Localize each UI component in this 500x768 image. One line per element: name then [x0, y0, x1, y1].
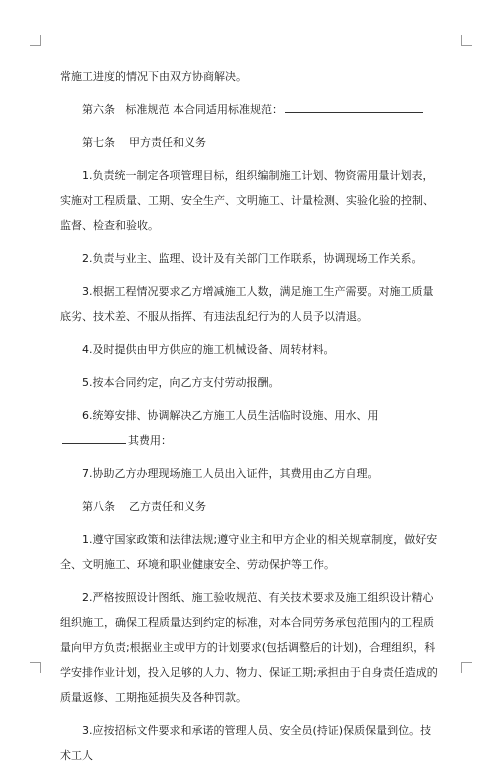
document-page [60, 64, 440, 768]
clause-a6 [60, 403, 440, 453]
clause-a5: 5.按本合同约定，向乙方支付劳动报酬。 [82, 376, 280, 389]
clause-a6-tail: 其费用： [128, 434, 172, 447]
clause-a2: 2.负责与业主、监理、设计及有关部门工作联系，协调现场工作关系。 [82, 252, 423, 265]
paragraph-continuation: 常施工进度的情况下由双方协商解决。 [60, 70, 247, 83]
article-7-heading [60, 130, 440, 155]
clause-a3: 3.根据工程情况要求乙方增减施工人数，满足施工生产需要。对施工质量底劣、技术差、不服从指挥、有违法乱纪行为的人员予以清退。 [60, 285, 434, 323]
crop-mark-top-right [461, 35, 472, 46]
article-7-title: 甲方责任和义务 [129, 136, 206, 149]
clause-a7: 7.协助乙方办理现场施工人员出入证件，其费用由乙方自理。 [82, 467, 379, 480]
article-6 [60, 97, 440, 122]
crop-mark-bottom-right [461, 662, 472, 673]
clause-a6-text: 6.统筹安排、协调解决乙方施工人员生活临时设施、用水、用 [82, 409, 379, 422]
clause-b1: 1.遵守国家政策和法律法规;遵守业主和甲方企业的相关规章制度，做好安全、文明施工、环境和职业健康安全、劳动保护等工作。 [60, 533, 438, 571]
clause-b2: 2.严格按照设计图纸、施工验收规范、有关技术要求及施工组织设计精心组织施工，确保工程质量达到约定的标准，对本合同劳务承包范围内的工程质量向甲方负责;根据业主或甲方的计划要求(包括调整后的计划)，合理组织，科学安排作业计划，投入足够的人力、物力、保证工期;承担由于自身责任造成的质量返修、工期拖延损失及各种罚款。 [60, 591, 438, 704]
article-8-title: 乙方责任和义务 [129, 500, 206, 513]
crop-mark-bottom-left [30, 662, 41, 673]
crop-mark-top-left [30, 35, 41, 46]
article-8-heading [60, 494, 440, 519]
utility-blank-line[interactable] [62, 434, 126, 444]
article-7-label: 第七条 [82, 136, 115, 149]
clause-a1: 1.负责统一制定各项管理目标，组织编制施工计划、物资需用量计划表，实施对工程质量、工期、安全生产、文明施工、计量检测、实验化验的控制、监督、检查和验收。 [60, 169, 434, 232]
clause-b3: 3.应按招标文件要求和承诺的管理人员、安全员(持证)保质保量到位。技术工人 [60, 724, 432, 762]
article-6-text: 标准规范 本合同适用标准规范： [125, 103, 283, 116]
standard-blank-line[interactable] [285, 103, 423, 113]
clause-a4: 4.及时提供由甲方供应的施工机械设备、周转材料。 [82, 343, 335, 356]
article-6-label: 第六条 [82, 103, 115, 116]
article-8-label: 第八条 [82, 500, 115, 513]
